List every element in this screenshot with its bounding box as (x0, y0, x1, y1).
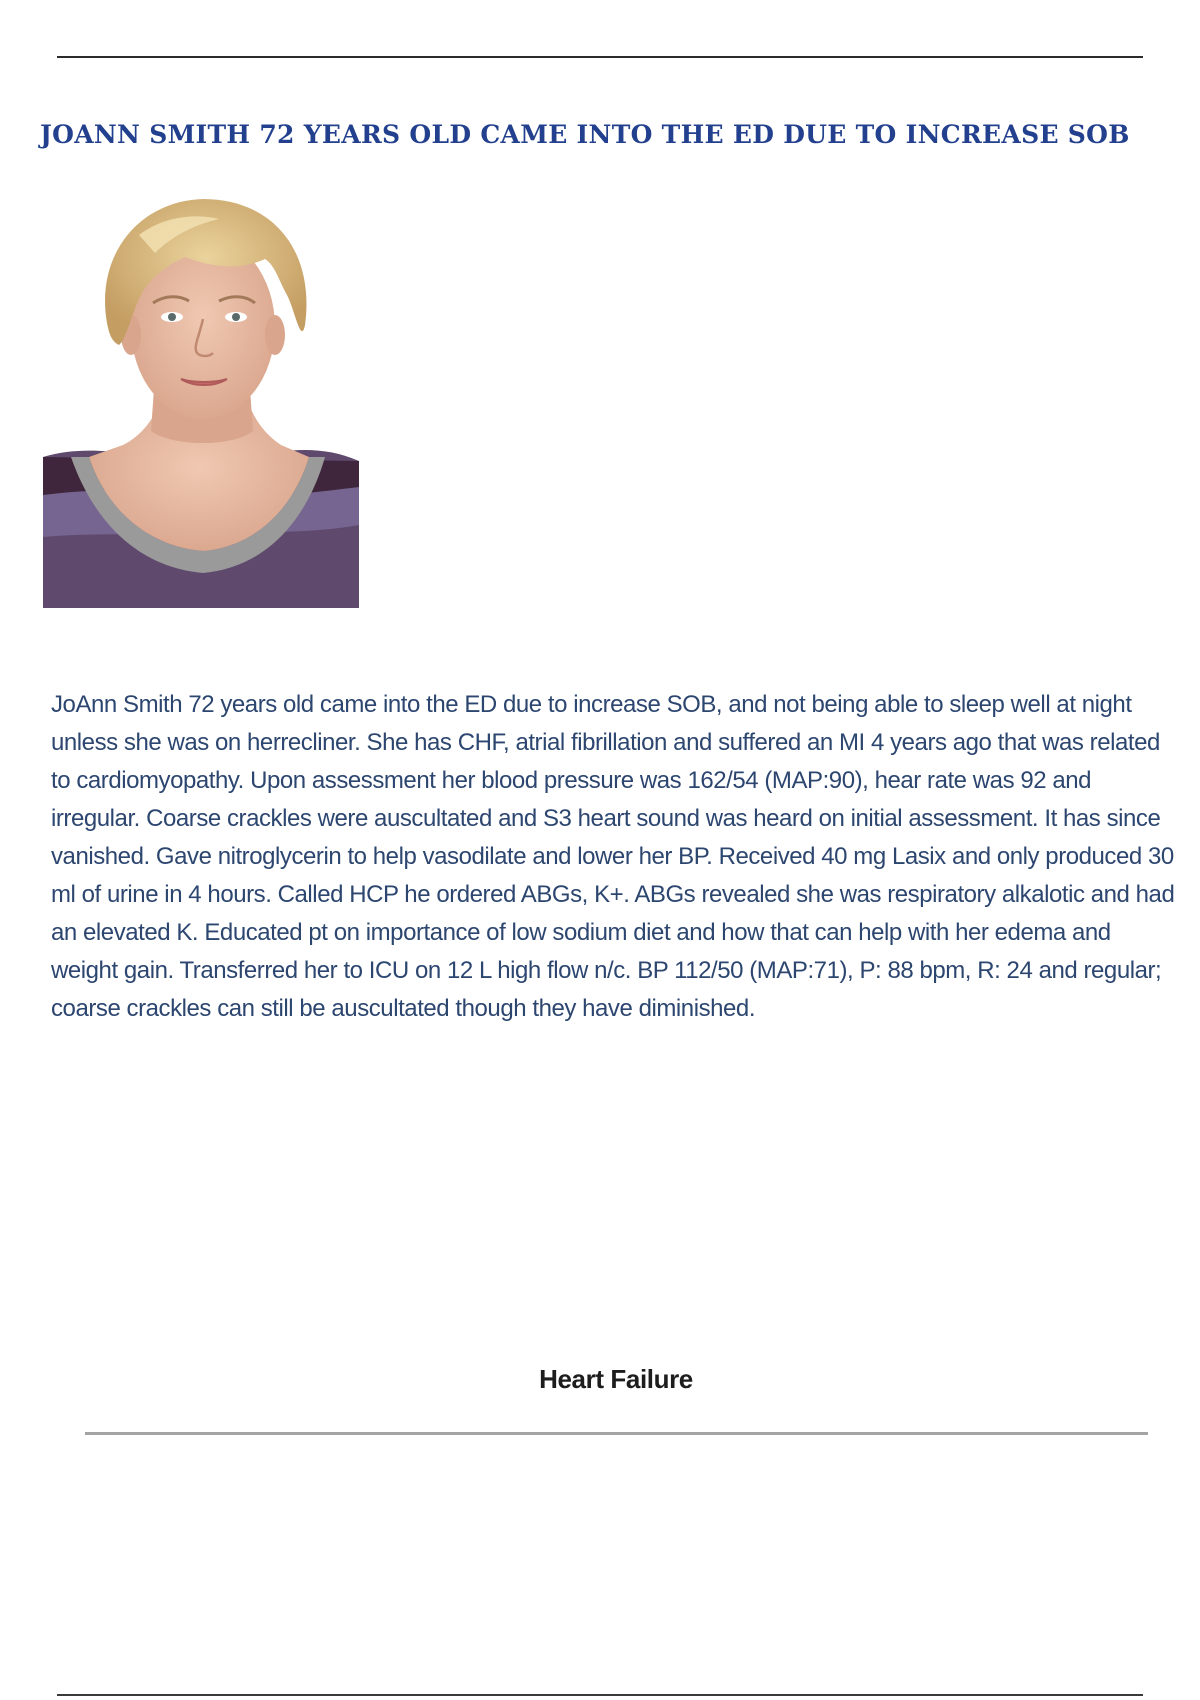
footer-topic-label: Heart Failure (539, 1364, 693, 1394)
bottom-divider (57, 1694, 1143, 1696)
case-narrative: JoAnn Smith 72 years old came into the ED due to increase SOB, and not being able to sleep well at night unless she was on herrecliner. She has CHF, atrial fibrillation and suffered an MI 4 years ago that was related to cardiomyopathy. Upon assessment her blood pressure was 162/54 (MAP:90), hear rate was 92 and irregular. Coarse crackles were auscultated and S3 heart sound was heard on initial assessment. It has since vanished. Gave nitroglycerin to help vasodilate and lower her BP. Received 40 mg Lasix and only produced 30 ml of urine in 4 hours. Called HCP he ordered ABGs, K+. ABGs revealed she was respiratory alkalotic and had an elevated K. Educated pt on importance of low sodium diet and how that can help with her edema and weight gain. Transferred her to ICU on 12 L high flow n/c. BP 112/50 (MAP:71), P: 88 bpm, R: 24 and regular; coarse crackles can still be auscultated though they have diminished. (51, 691, 1175, 1022)
document-title: JOANN SMITH 72 YEARS OLD CAME INTO THE ED DUE TO INCREASE SOB (40, 120, 1130, 149)
top-divider (57, 56, 1143, 58)
patient-photo (43, 195, 359, 608)
footer-divider (85, 1432, 1148, 1435)
